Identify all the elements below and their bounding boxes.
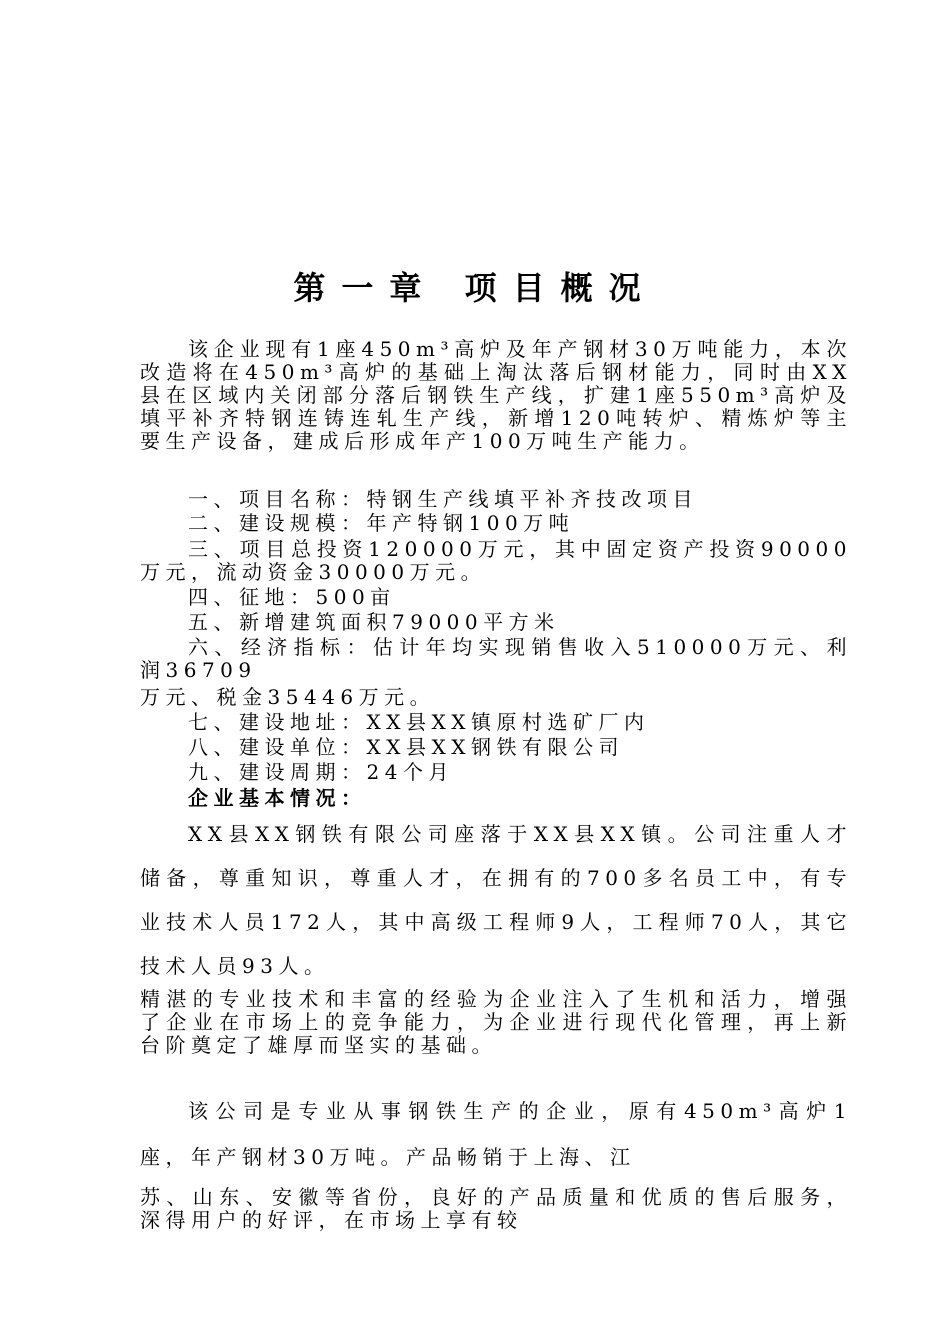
item-investment: 三、项目总投资120000万元，其中固定资产投资90000万元，流动资金30000万元。 [140, 537, 852, 584]
item-economic-indicators: 六、经济指标：估计年均实现销售收入510000万元、利润36709 [140, 635, 852, 682]
item-land: 四、征地：500亩 [188, 585, 396, 609]
enterprise-paragraph-2-cont: 苏、山东、安徽等省份，良好的产品质量和优质的售后服务，深得用户的好评，在市场上享有较 [140, 1185, 852, 1232]
enterprise-heading: 企业基本情况： [188, 786, 367, 810]
enterprise-paragraph-1: XX县XX钢铁有限公司座落于XX县XX镇。公司注重人才储备，尊重知识，尊重人才，在拥有的700多名员工中，有专业技术人员172人，其中高级工程师9人，工程师70人，其它技术人员93人。 [140, 822, 852, 978]
item-period: 九、建设周期：24个月 [188, 760, 454, 784]
item-economic-indicators-cont: 万元、税金35446万元。 [140, 685, 436, 709]
item-site: 七、建设地址：XX县XX镇原村选矿厂内 [188, 710, 650, 734]
item-project-name: 一、项目名称：特钢生产线填平补齐技改项目 [188, 487, 698, 511]
item-unit: 八、建设单位：XX县XX钢铁有限公司 [188, 735, 624, 759]
enterprise-paragraph-1-cont: 精湛的专业技术和丰富的经验为企业注入了生机和活力，增强了企业在市场上的竞争能力，为企业进行现代化管理，再上新台阶奠定了雄厚而坚实的基础。 [140, 987, 852, 1057]
enterprise-paragraph-2: 该公司是专业从事钢铁生产的企业，原有450m³高炉1座，年产钢材30万吨。产品畅销于上海、江 [140, 1099, 852, 1169]
item-scale: 二、建设规模：年产特钢100万吨 [188, 511, 575, 535]
item-building-area: 五、新增建筑面积79000平方米 [188, 610, 560, 634]
overview-paragraph: 该企业现有1座450m³高炉及年产钢材30万吨能力，本次改造将在450m³高炉的基础上淘汰落后钢材能力，同时由XX县在区域内关闭部分落后钢铁生产线，扩建1座550m³高炉及填平补齐特钢连铸连轧生产线，新增120吨转炉、精炼炉等主要生产设备，建成后形成年产100万吨生产能力。 [140, 337, 852, 453]
chapter-title: 第一章 项目概况 [293, 269, 657, 307]
